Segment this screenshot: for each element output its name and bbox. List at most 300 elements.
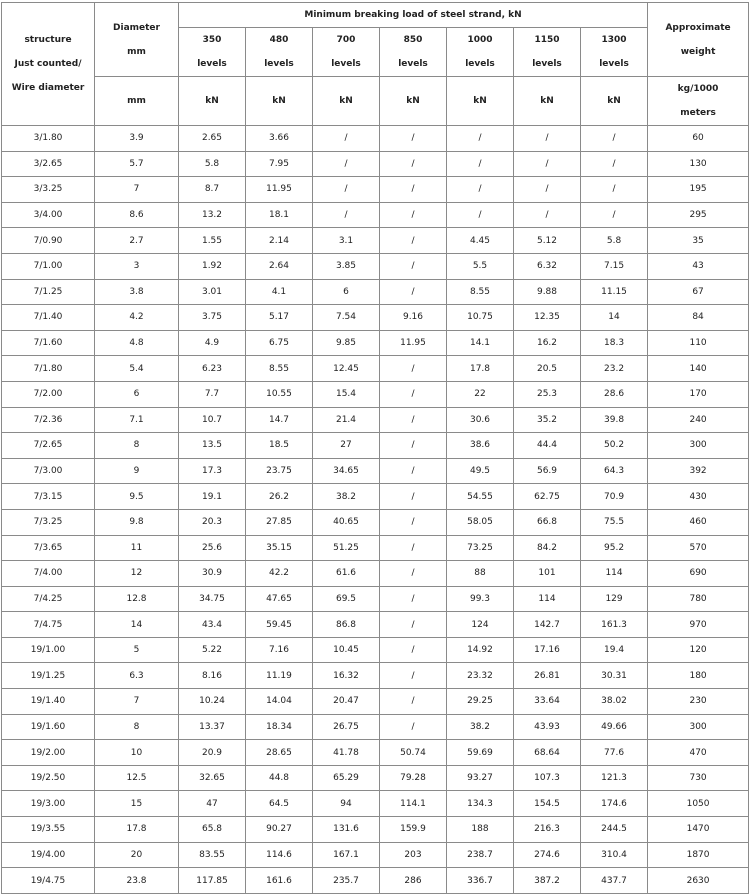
table-cell: 19.4 <box>581 637 648 663</box>
table-row <box>2 228 749 254</box>
table-cell: 20.47 <box>313 689 380 715</box>
table-cell: 19/2.50 <box>2 765 95 791</box>
table-cell: 47.65 <box>246 586 313 612</box>
grade-unit: kN <box>514 77 581 126</box>
table-row <box>2 151 749 177</box>
table-cell: 19/1.00 <box>2 637 95 663</box>
table-cell: 121.3 <box>581 765 648 791</box>
table-cell: 235.7 <box>313 868 380 894</box>
table-cell: 20.3 <box>179 509 246 535</box>
table-cell: 65.29 <box>313 765 380 791</box>
table-cell: 230 <box>648 689 749 715</box>
table-cell: 19/4.00 <box>2 842 95 868</box>
table-cell: / <box>380 433 447 459</box>
table-cell: 49.66 <box>581 714 648 740</box>
table-cell: 5.8 <box>179 151 246 177</box>
table-cell: 730 <box>648 765 749 791</box>
table-row <box>2 279 749 305</box>
table-cell: 28.6 <box>581 381 648 407</box>
table-cell: 244.5 <box>581 817 648 843</box>
table-cell: 12.5 <box>95 765 179 791</box>
table-cell: 10.45 <box>313 637 380 663</box>
table-cell: 7.1 <box>95 407 179 433</box>
table-cell: 59.45 <box>246 612 313 638</box>
table-cell: 7.15 <box>581 253 648 279</box>
grade-header <box>179 28 246 77</box>
table-cell: 130 <box>648 151 749 177</box>
table-cell: 8.7 <box>179 177 246 203</box>
table-cell: / <box>313 126 380 152</box>
table-row <box>2 202 749 228</box>
table-cell: / <box>447 126 514 152</box>
table-cell: 26.2 <box>246 484 313 510</box>
table-cell: 28.65 <box>246 740 313 766</box>
table-cell: 114 <box>514 586 581 612</box>
table-cell: 9.5 <box>95 484 179 510</box>
table-cell: 170 <box>648 381 749 407</box>
table-cell: 2.64 <box>246 253 313 279</box>
table-cell: 40.65 <box>313 509 380 535</box>
table-cell: 10.24 <box>179 689 246 715</box>
table-row <box>2 356 749 382</box>
table-cell: 2630 <box>648 868 749 894</box>
table-cell: 7/2.36 <box>2 407 95 433</box>
table-row <box>2 330 749 356</box>
grade-suffix: levels <box>599 59 629 69</box>
diameter-header-line: Diameter <box>113 22 160 33</box>
table-cell: 11.95 <box>380 330 447 356</box>
table-cell: 18.34 <box>246 714 313 740</box>
table-cell: 3.1 <box>313 228 380 254</box>
grade-value: 480 <box>269 35 289 45</box>
table-cell: 19/3.55 <box>2 817 95 843</box>
table-cell: 23.8 <box>95 868 179 894</box>
table-cell: 34.75 <box>179 586 246 612</box>
table-cell: 64.3 <box>581 458 648 484</box>
table-row <box>2 177 749 203</box>
grade-unit: kN <box>313 77 380 126</box>
table-cell: / <box>380 714 447 740</box>
table-cell: 5.17 <box>246 305 313 331</box>
table-cell: 25.3 <box>514 381 581 407</box>
table-cell: 5.22 <box>179 637 246 663</box>
table-cell: / <box>581 126 648 152</box>
table-cell: 295 <box>648 202 749 228</box>
table-row <box>2 381 749 407</box>
table-cell: 38.6 <box>447 433 514 459</box>
table-cell: 300 <box>648 714 749 740</box>
table-cell: 1470 <box>648 817 749 843</box>
table-cell: 32.65 <box>179 765 246 791</box>
table-cell: 7/3.65 <box>2 535 95 561</box>
table-cell: 117.85 <box>179 868 246 894</box>
table-cell: 9 <box>95 458 179 484</box>
table-cell: / <box>380 663 447 689</box>
table-cell: 140 <box>648 356 749 382</box>
table-cell: 167.1 <box>313 842 380 868</box>
table-cell: 7.16 <box>246 637 313 663</box>
table-cell: 12.45 <box>313 356 380 382</box>
table-cell: 68.64 <box>514 740 581 766</box>
table-cell: 5.7 <box>95 151 179 177</box>
table-cell: 6.32 <box>514 253 581 279</box>
table-cell: 4.45 <box>447 228 514 254</box>
table-cell: 10 <box>95 740 179 766</box>
table-cell: 16.2 <box>514 330 581 356</box>
table-cell: 67 <box>648 279 749 305</box>
table-cell: 3 <box>95 253 179 279</box>
table-cell: 47 <box>179 791 246 817</box>
table-cell: 42.2 <box>246 561 313 587</box>
table-cell: 26.75 <box>313 714 380 740</box>
table-cell: / <box>380 177 447 203</box>
grade-unit: kN <box>246 77 313 126</box>
table-cell: 188 <box>447 817 514 843</box>
table-cell: 13.5 <box>179 433 246 459</box>
table-row <box>2 637 749 663</box>
table-cell: 7/3.00 <box>2 458 95 484</box>
table-cell: 19/3.00 <box>2 791 95 817</box>
table-cell: 70.9 <box>581 484 648 510</box>
grade-header <box>447 28 514 77</box>
table-cell: 470 <box>648 740 749 766</box>
grade-suffix: levels <box>465 59 495 69</box>
table-cell: 7/4.75 <box>2 612 95 638</box>
table-cell: 19/1.60 <box>2 714 95 740</box>
table-cell: / <box>380 202 447 228</box>
table-cell: 23.32 <box>447 663 514 689</box>
table-cell: 64.5 <box>246 791 313 817</box>
table-cell: 203 <box>380 842 447 868</box>
table-cell: 23.75 <box>246 458 313 484</box>
table-cell: 38.2 <box>313 484 380 510</box>
table-cell: 14.04 <box>246 689 313 715</box>
table-cell: / <box>313 202 380 228</box>
table-cell: 7/1.00 <box>2 253 95 279</box>
table-cell: 19/1.25 <box>2 663 95 689</box>
table-cell: 195 <box>648 177 749 203</box>
structure-header-line: Just counted/ <box>14 59 82 69</box>
table-cell: / <box>514 126 581 152</box>
table-cell: 35.2 <box>514 407 581 433</box>
breaking-load-group-header: Minimum breaking load of steel strand, kN <box>179 3 648 28</box>
table-cell: 7/3.25 <box>2 509 95 535</box>
table-cell: 29.25 <box>447 689 514 715</box>
table-cell: 9.85 <box>313 330 380 356</box>
table-cell: 7/2.00 <box>2 381 95 407</box>
table-cell: 3/2.65 <box>2 151 95 177</box>
table-cell: 25.6 <box>179 535 246 561</box>
table-cell: 35.15 <box>246 535 313 561</box>
table-cell: 1.55 <box>179 228 246 254</box>
table-cell: 124 <box>447 612 514 638</box>
weight-header-line: weight <box>680 46 716 57</box>
table-cell: 60 <box>648 126 749 152</box>
table-cell: 11.15 <box>581 279 648 305</box>
table-cell: 27.85 <box>246 509 313 535</box>
table-cell: 58.05 <box>447 509 514 535</box>
table-cell: 33.64 <box>514 689 581 715</box>
table-cell: 17.16 <box>514 637 581 663</box>
table-cell: 6 <box>95 381 179 407</box>
table-cell: 56.9 <box>514 458 581 484</box>
table-cell: 286 <box>380 868 447 894</box>
weight-header-line: Approximate <box>665 22 731 33</box>
table-cell: / <box>380 381 447 407</box>
table-cell: / <box>514 151 581 177</box>
table-cell: 26.81 <box>514 663 581 689</box>
table-cell: 17.8 <box>95 817 179 843</box>
table-cell: 4.8 <box>95 330 179 356</box>
table-cell: 73.25 <box>447 535 514 561</box>
table-row <box>2 765 749 791</box>
table-row <box>2 433 749 459</box>
table-cell: 131.6 <box>313 817 380 843</box>
grade-header <box>581 28 648 77</box>
grade-value: 1150 <box>534 35 560 45</box>
structure-header <box>2 3 95 126</box>
table-cell: 970 <box>648 612 749 638</box>
table-cell: 4.1 <box>246 279 313 305</box>
table-row <box>2 689 749 715</box>
table-row <box>2 842 749 868</box>
table-cell: / <box>380 126 447 152</box>
table-row <box>2 740 749 766</box>
table-cell: / <box>581 177 648 203</box>
table-cell: 14.7 <box>246 407 313 433</box>
table-cell: 10.7 <box>179 407 246 433</box>
table-cell: 5 <box>95 637 179 663</box>
table-cell: 11.19 <box>246 663 313 689</box>
table-cell: 30.9 <box>179 561 246 587</box>
grade-unit: kN <box>380 77 447 126</box>
table-cell: 460 <box>648 509 749 535</box>
table-cell: 23.2 <box>581 356 648 382</box>
table-cell: 38.2 <box>447 714 514 740</box>
table-cell: 27 <box>313 433 380 459</box>
table-cell: 274.6 <box>514 842 581 868</box>
weight-unit <box>648 77 749 126</box>
table-cell: 19/1.40 <box>2 689 95 715</box>
table-cell: 39.8 <box>581 407 648 433</box>
table-cell: / <box>380 484 447 510</box>
table-cell: / <box>380 586 447 612</box>
table-cell: 61.6 <box>313 561 380 587</box>
grade-value: 1300 <box>601 35 627 45</box>
table-cell: 41.78 <box>313 740 380 766</box>
table-cell: 110 <box>648 330 749 356</box>
table-cell: 3.01 <box>179 279 246 305</box>
table-cell: / <box>380 458 447 484</box>
table-cell: 300 <box>648 433 749 459</box>
grade-suffix: levels <box>331 59 361 69</box>
grade-header <box>246 28 313 77</box>
table-row <box>2 305 749 331</box>
table-cell: / <box>581 202 648 228</box>
table-cell: 8 <box>95 714 179 740</box>
table-cell: / <box>380 561 447 587</box>
table-cell: 4.2 <box>95 305 179 331</box>
table-cell: 95.2 <box>581 535 648 561</box>
table-cell: 8.6 <box>95 202 179 228</box>
table-cell: 94 <box>313 791 380 817</box>
table-cell: 161.3 <box>581 612 648 638</box>
table-cell: 7 <box>95 689 179 715</box>
table-cell: / <box>447 202 514 228</box>
table-cell: 2.14 <box>246 228 313 254</box>
grade-suffix: levels <box>398 59 428 69</box>
table-cell: / <box>380 509 447 535</box>
table-cell: 6.75 <box>246 330 313 356</box>
diameter-header-line: mm <box>127 46 146 57</box>
table-cell: 16.32 <box>313 663 380 689</box>
table-cell: 7/1.25 <box>2 279 95 305</box>
table-cell: 5.5 <box>447 253 514 279</box>
table-cell: / <box>380 637 447 663</box>
table-row <box>2 484 749 510</box>
table-cell: 12.8 <box>95 586 179 612</box>
table-cell: 84 <box>648 305 749 331</box>
table-cell: / <box>380 279 447 305</box>
table-cell: 5.12 <box>514 228 581 254</box>
table-cell: 8.55 <box>447 279 514 305</box>
table-cell: 54.55 <box>447 484 514 510</box>
table-cell: 7/1.60 <box>2 330 95 356</box>
table-cell: 3.66 <box>246 126 313 152</box>
table-cell: 43.93 <box>514 714 581 740</box>
table-cell: 9.8 <box>95 509 179 535</box>
table-cell: 7.54 <box>313 305 380 331</box>
table-row <box>2 817 749 843</box>
table-cell: 12.35 <box>514 305 581 331</box>
table-row <box>2 612 749 638</box>
table-cell: 3.75 <box>179 305 246 331</box>
table-cell: 11 <box>95 535 179 561</box>
table-cell: 21.4 <box>313 407 380 433</box>
table-cell: 7.7 <box>179 381 246 407</box>
table-cell: 134.3 <box>447 791 514 817</box>
table-cell: 14 <box>95 612 179 638</box>
table-cell: 35 <box>648 228 749 254</box>
table-cell: 90.27 <box>246 817 313 843</box>
table-cell: 1.92 <box>179 253 246 279</box>
table-row <box>2 407 749 433</box>
table-cell: 18.3 <box>581 330 648 356</box>
grade-value: 850 <box>403 35 423 45</box>
table-cell: 159.9 <box>380 817 447 843</box>
table-cell: 3/4.00 <box>2 202 95 228</box>
table-cell: 7/1.80 <box>2 356 95 382</box>
table-cell: 69.5 <box>313 586 380 612</box>
table-cell: 19/2.00 <box>2 740 95 766</box>
table-cell: 17.8 <box>447 356 514 382</box>
table-cell: 20 <box>95 842 179 868</box>
table-cell: 1050 <box>648 791 749 817</box>
table-cell: 13.37 <box>179 714 246 740</box>
table-cell: 6 <box>313 279 380 305</box>
table-cell: 690 <box>648 561 749 587</box>
table-row <box>2 535 749 561</box>
table-cell: 43 <box>648 253 749 279</box>
table-cell: 66.8 <box>514 509 581 535</box>
table-cell: / <box>380 612 447 638</box>
table-cell: / <box>380 407 447 433</box>
table-cell: 15 <box>95 791 179 817</box>
weight-unit-line: kg/1000 <box>677 84 719 94</box>
table-cell: 437.7 <box>581 868 648 894</box>
table-cell: 216.3 <box>514 817 581 843</box>
grade-suffix: levels <box>264 59 294 69</box>
table-cell: 7/1.40 <box>2 305 95 331</box>
table-cell: / <box>447 177 514 203</box>
table-cell: 50.2 <box>581 433 648 459</box>
table-cell: 392 <box>648 458 749 484</box>
table-cell: 79.28 <box>380 765 447 791</box>
table-cell: 7.95 <box>246 151 313 177</box>
table-cell: 51.25 <box>313 535 380 561</box>
table-cell: / <box>380 535 447 561</box>
table-cell: 1870 <box>648 842 749 868</box>
table-cell: 180 <box>648 663 749 689</box>
table-cell: 19.1 <box>179 484 246 510</box>
table-cell: 49.5 <box>447 458 514 484</box>
table-cell: 11.95 <box>246 177 313 203</box>
table-cell: 780 <box>648 586 749 612</box>
table-cell: 101 <box>514 561 581 587</box>
table-cell: 240 <box>648 407 749 433</box>
table-cell: 4.9 <box>179 330 246 356</box>
structure-header-line: structure <box>24 35 72 45</box>
diameter-header <box>95 3 179 77</box>
table-cell: 59.69 <box>447 740 514 766</box>
table-cell: 10.75 <box>447 305 514 331</box>
table-cell: / <box>514 177 581 203</box>
table-cell: 8.55 <box>246 356 313 382</box>
table-cell: 50.74 <box>380 740 447 766</box>
table-row <box>2 253 749 279</box>
table-cell: 6.23 <box>179 356 246 382</box>
table-cell: 3.8 <box>95 279 179 305</box>
table-cell: 154.5 <box>514 791 581 817</box>
table-cell: 7/2.65 <box>2 433 95 459</box>
table-cell: / <box>380 228 447 254</box>
table-cell: 7/4.00 <box>2 561 95 587</box>
table-cell: 8.16 <box>179 663 246 689</box>
table-cell: 43.4 <box>179 612 246 638</box>
table-cell: 99.3 <box>447 586 514 612</box>
table-row <box>2 791 749 817</box>
table-cell: / <box>380 356 447 382</box>
table-row <box>2 714 749 740</box>
grade-value: 1000 <box>467 35 493 45</box>
table-cell: 14.1 <box>447 330 514 356</box>
table-row <box>2 868 749 894</box>
table-cell: 34.65 <box>313 458 380 484</box>
weight-unit-line: meters <box>680 108 716 118</box>
table-cell: 20.9 <box>179 740 246 766</box>
grade-unit: kN <box>447 77 514 126</box>
table-cell: 114.6 <box>246 842 313 868</box>
table-cell: 12 <box>95 561 179 587</box>
grade-suffix: levels <box>532 59 562 69</box>
table-cell: 84.2 <box>514 535 581 561</box>
table-cell: 107.3 <box>514 765 581 791</box>
table-cell: 19/4.75 <box>2 868 95 894</box>
grade-header <box>380 28 447 77</box>
steel-strand-table <box>1 2 749 894</box>
table-cell: 30.31 <box>581 663 648 689</box>
grade-unit: kN <box>179 77 246 126</box>
